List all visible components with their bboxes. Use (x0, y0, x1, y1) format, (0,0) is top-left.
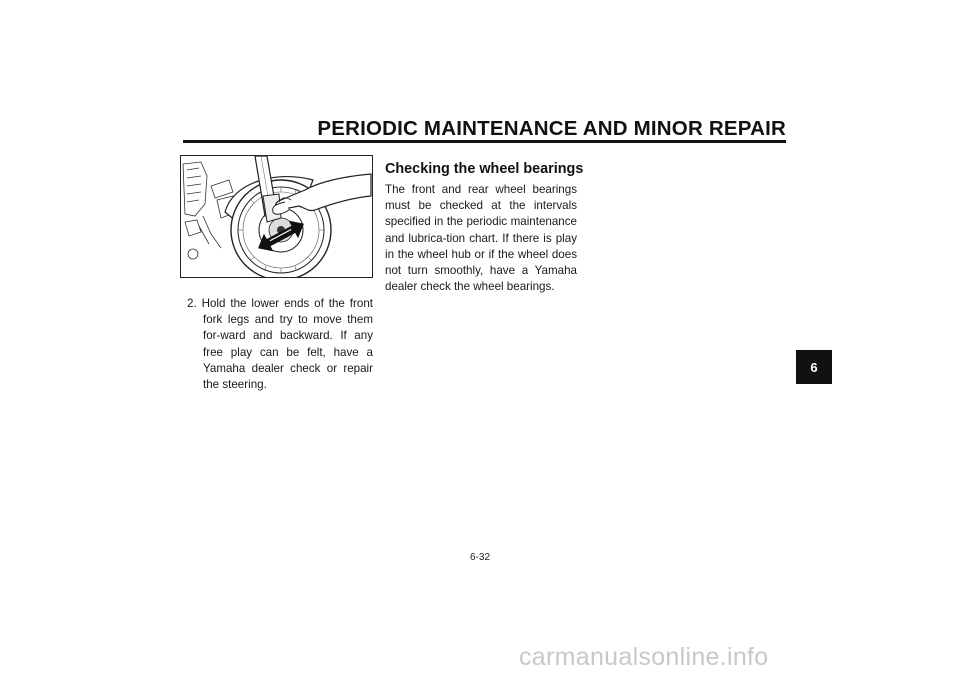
front-wheel-fork-illustration-icon (181, 156, 372, 277)
page-number: 6-32 (469, 552, 490, 563)
watermark: carmanualsonline.info (519, 643, 769, 671)
page-header-title: PERIODIC MAINTENANCE AND MINOR REPAIR (317, 117, 786, 140)
chapter-tab-label: 6 (810, 359, 818, 375)
front-wheel-fork-figure (180, 155, 373, 278)
step-2-text: 2. Hold the lower ends of the front fork legs and try to move them for-ward and backward. If any free play can be felt, have a Yamaha dealer check or repair the steering. (187, 297, 373, 392)
header-rule (183, 140, 786, 143)
chapter-tab (796, 350, 832, 384)
section-body: The front and rear wheel bearings must be checked at the intervals specified in the periodic maintenance and lubrica-tion chart. If there is play in the wheel hub or if the wheel does not turn smoothly, have a Yamaha dealer check the wheel bearings. (385, 183, 577, 294)
section-title: Checking the wheel bearings (385, 161, 584, 177)
